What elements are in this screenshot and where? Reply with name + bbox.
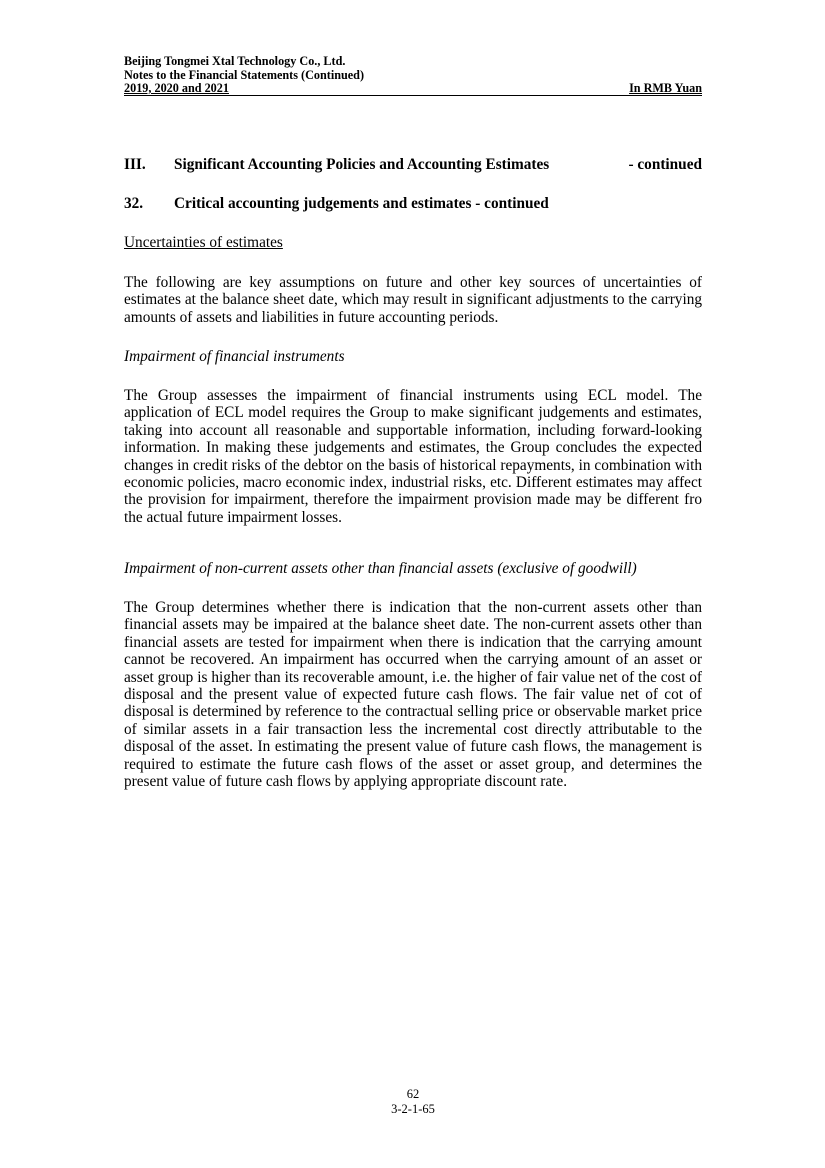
financial-instruments-paragraph: The Group assesses the impairment of financial instruments using ECL model. The application of ECL model requires the Group to make significant judgements and estimates, taking into account all reasonable and supportable information, including forward-looking information. In making these judgements and estimates, the Group concludes the expected changes in credit risks of the debtor on the basis of historical repayments, in combination with economic policies, macro economic index, industrial risks, etc. Different estimates may affect the provision for impairment, therefore the impairment provision made may be different fro the actual future impairment losses.: [124, 387, 702, 526]
document-page: [124, 0, 702, 1168]
page-footer: [124, 1087, 702, 1117]
header-subtitle: Notes to the Financial Statements (Continued): [124, 68, 365, 82]
page-header: [124, 54, 702, 96]
financial-instruments-heading: Impairment of financial instruments: [124, 348, 345, 365]
header-period-row: [124, 82, 702, 96]
non-current-assets-heading: Impairment of non-current assets other than financial assets (exclusive of goodwill): [124, 560, 637, 577]
section-title: Significant Accounting Policies and Accounting Estimates: [174, 156, 550, 173]
section-continued: - continued: [628, 156, 702, 173]
header-currency: In RMB Yuan: [629, 81, 702, 95]
uncertainties-heading: Uncertainties of estimates: [124, 234, 283, 251]
header-company: Beijing Tongmei Xtal Technology Co., Ltd.: [124, 54, 346, 68]
subsection-number: 32.: [124, 195, 144, 212]
intro-paragraph: The following are key assumptions on future and other key sources of uncertainties of estimates at the balance sheet date, which may result in significant adjustments to the carrying amounts of assets and liabilities in future accounting periods.: [124, 274, 702, 326]
non-current-assets-paragraph: The Group determines whether there is indication that the non-current assets other than financial assets may be impaired at the balance sheet date. The non-current assets other than financial assets are tested for impairment when there is indication that the carrying amount cannot be recovered. An impairment has occurred when the carrying amount of an asset or asset group is higher than its recoverable amount, i.e. the higher of fair value net of the cost of disposal and the present value of expected future cash flows. The fair value net of cot of disposal is determined by reference to the contractual selling price or observable market price of similar assets in a fair transaction less the incremental cost directly attributable to the disposal of the asset. In estimating the present value of future cash flows, the management is required to estimate the future cash flows of the asset or asset group, and determines the present value of future cash flows by applying appropriate discount rate.: [124, 599, 702, 791]
page-number: 62: [406, 1087, 420, 1101]
section-number: III.: [124, 156, 146, 173]
document-reference: 3-2-1-65: [391, 1102, 435, 1116]
header-years: 2019, 2020 and 2021: [124, 81, 229, 95]
subsection-title: Critical accounting judgements and estimates - continued: [174, 195, 549, 212]
